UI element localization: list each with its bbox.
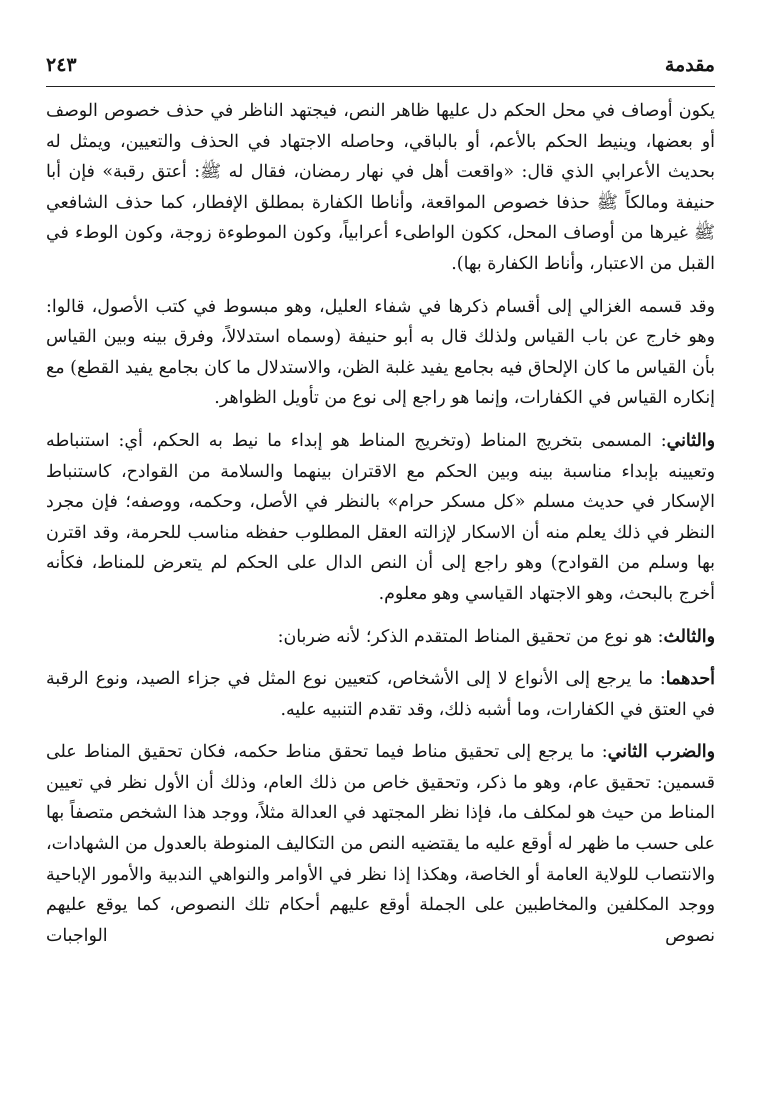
paragraph-4-text: : هو نوع من تحقيق المناط المتقدم الذكر؛ لأنه ضربان: bbox=[277, 626, 664, 647]
paragraph-6 bbox=[46, 737, 715, 951]
paragraph-3 bbox=[46, 426, 715, 610]
paragraph-2 bbox=[46, 292, 715, 414]
paragraph-5-text: : ما يرجع إلى الأنواع لا إلى الأشخاص، كتعيين نوع المثل في جزاء الصيد، ونوع الرقبة في العتق في الكفارات، وما أشبه ذلك، وقد تقدم التنبيه عليه. bbox=[46, 669, 715, 720]
body-text bbox=[46, 96, 715, 951]
paragraph-4 bbox=[46, 622, 715, 653]
paragraph-4-lead: والثالث bbox=[663, 626, 715, 647]
running-header bbox=[46, 52, 715, 84]
page-number: ٢٤٣ bbox=[46, 54, 77, 76]
paragraph-6-lead: والضرب الثاني bbox=[607, 742, 715, 763]
paragraph-3-text: : المسمى بتخريج المناط (وتخريج المناط هو إبداء ما نيط به الحكم، أي: استنباطه وتعيينه بإبداء مناسبة بينه وبين الحكم مع الاقتران بينهما والسلامة من القوادح، كاستنباط الإسكار في حديث مسلم «كل مسكر حرام» بالنظر في الأصل، وحكمه، ووصفه؛ فإن مجرد النظر في ذلك يعلم منه أن الاسكار لإزالته العقل المطلوب حفظه مناسب للحرمة، وقد اقترن بها وسلم من القوادح) وهو راجع إلى أن النص الدال على الحكم لم يتعرض للمناط، فكأنه أخرج بالبحث، وهو الاجتهاد القياسي وهو معلوم. bbox=[46, 430, 715, 604]
header-divider bbox=[46, 86, 715, 87]
paragraph-1 bbox=[46, 96, 715, 280]
paragraph-1-text: يكون أوصاف في محل الحكم دل عليها ظاهر النص، فيجتهد الناظر في حذف خصوص الوصف أو بعضها، وينيط الحكم بالأعم، أو بالباقي، وحاصله الاجتهاد في الحذف والتعيين، ويمثل له بحديث الأعرابي الذي قال: «واقعت أهل في نهار رمضان، فقال له ﷺ: أعتق رقبة» فإن أبا حنيفة ومالكاً ﷺ حذفا خصوص المواقعة، وأناطا الكفارة بمطلق الإفطار، كما حذف الشافعي ﷺ غيرها من أوصاف المحل، ككون الواطىء أعرابياً، وكون الموطوءة زوجة، وكون الوطء في القبل من الاعتبار، وأناط الكفارة بها). bbox=[46, 101, 715, 274]
paragraph-3-lead: والثاني bbox=[666, 430, 715, 451]
paragraph-5-lead: أحدهما bbox=[665, 669, 715, 690]
paragraph-5 bbox=[46, 664, 715, 725]
paragraph-2-text: وقد قسمه الغزالي إلى أقسام ذكرها في شفاء العليل، وهو مبسوط في كتب الأصول، قالوا: وهو خارج عن باب القياس ولذلك قال به أبو حنيفة (وسماه استدلالاً، وفرق بينه وبين القياس بأن القياس ما كان الإلحاق فيه بجامع يفيد غلبة الظن، والاستدلال ما كان بجامع يفيد القطع) مع إنكاره القياس في الكفارات، وإنما هو راجع إلى نوع من تأويل الظواهر. bbox=[46, 296, 715, 409]
paragraph-6-text: : ما يرجع إلى تحقيق مناط فيما تحقق مناط حكمه، فكان تحقيق المناط على قسمين: تحقيق عام، وهو ما ذكر، وتحقيق خاص من ذلك العام، وذلك أن الأول نظر في تعيين المناط من حيث هو لمكلف ما، فإذا نظر المجتهد في العدالة مثلاً، ووجد هذا الشخص متصفاً بها على حسب ما ظهر له أوقع عليه ما يقتضيه النص من التكاليف المنوطة بالعدول من الشهادات، والانتصاب للولاية العامة أو الخاصة، وهكذا إذا نظر في الأوامر والنواهي الندبية والأمور الإباحية ووجد المكلفين والمخاطبين على الجملة أوقع عليهم أحكام تلك النصوص، كما يوقع عليهم نصوص الواجبات bbox=[46, 742, 715, 946]
section-title: مقدمة bbox=[664, 54, 715, 76]
